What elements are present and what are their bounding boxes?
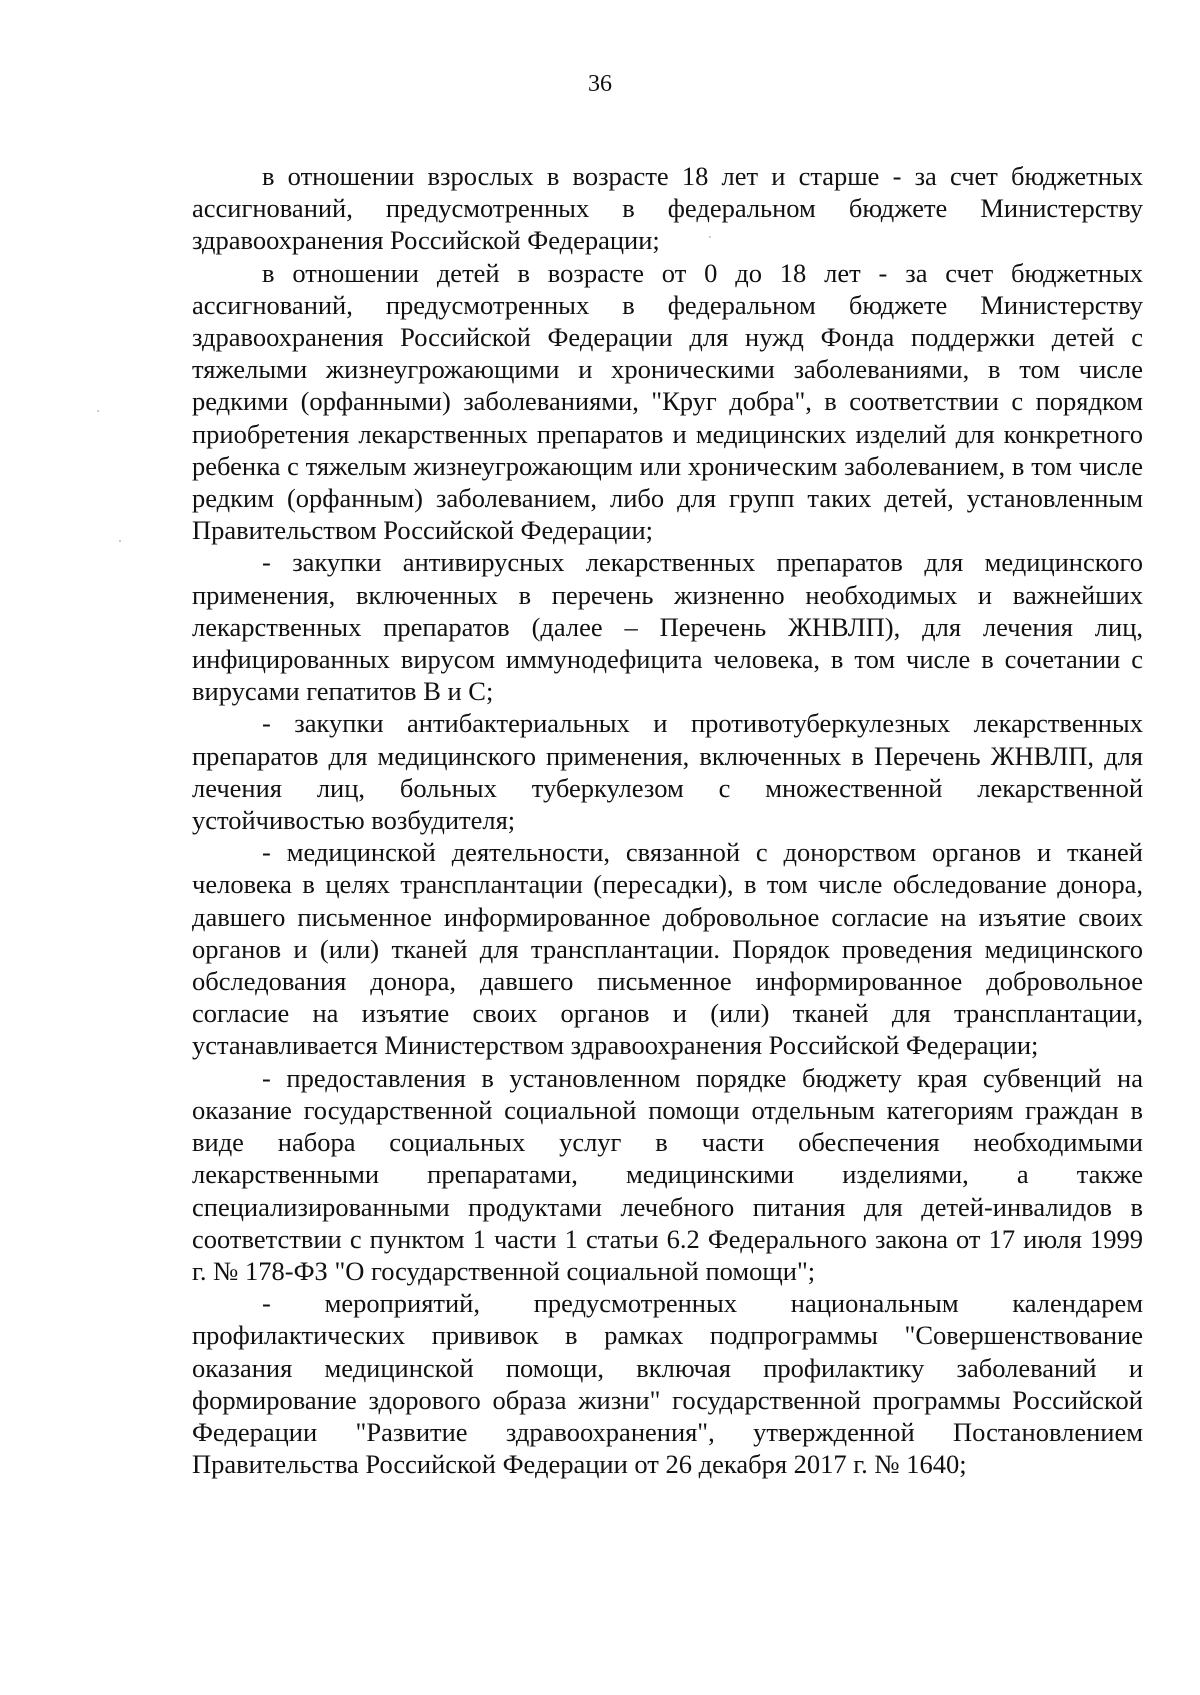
document-body xyxy=(192,160,1143,1480)
paragraph-vaccination-calendar: - мероприятий, предусмотренных национальным календарем профилактических прививок в рамках подпрограммы "Совершенствование оказания медицинской помощи, включая профилактику заболеваний и формирование здорового образа жизни" государственной программы Российской Федерации "Развитие здравоохранения", утвержденной Постановлением Правительства Российской Федерации от 26 декабря 2017 г. № 1640; xyxy=(192,1288,1143,1480)
paragraph-adults-funding: в отношении взрослых в возрасте 18 лет и старше - за счет бюджетных ассигнований, предусмотренных в федеральном бюджете Министерству здравоохранения Российской Федерации; xyxy=(192,161,1143,256)
paragraph-organ-donation: - медицинской деятельности, связанной с донорством органов и тканей человека в целях трансплантации (пересадки), в том числе обследование донора, давшего письменное информированное добровольное согласие на изъятие своих органов и (или) тканей для трансплантации. Порядок проведения медицинского обследования донора, давшего письменное информированное добровольное согласие на изъятие своих органов и (или) тканей для трансплантации, устанавливается Министерством здравоохранения Российской Федерации; xyxy=(192,837,1143,1061)
page-number: 36 xyxy=(588,71,612,97)
paragraph-tuberculosis-procurement: - закупки антибактериальных и противотуберкулезных лекарственных препаратов для медицинского применения, включенных в Перечень ЖНВЛП, для лечения лиц, больных туберкулезом с множественной лекарственной устойчивостью возбудителя; xyxy=(192,708,1143,836)
paragraph-antiviral-procurement: - закупки антивирусных лекарственных препаратов для медицинского применения, включенных в перечень жизненно необходимых и важнейших лекарственных препаратов (далее – Перечень ЖНВЛП), для лечения лиц, инфицированных вирусом иммунодефицита человека, в том числе в сочетании с вирусами гепатитов B и C; xyxy=(192,547,1143,707)
scan-speck xyxy=(97,410,99,412)
scan-speck xyxy=(119,540,121,542)
paragraph-children-funding: в отношении детей в возрасте от 0 до 18 лет - за счет бюджетных ассигнований, предусмотренных в федеральном бюджете Министерству здравоохранения Российской Федерации для нужд Фонда поддержки детей с тяжелыми жизнеугрожающими и хроническими заболеваниями, в том числе редкими (орфанными) заболеваниями, "Круг добра", в соответствии с порядком приобретения лекарственных препаратов и медицинских изделий для конкретного ребенка с тяжелым жизнеугрожающим или хроническим заболеванием, в том числе редким (орфанным) заболеванием, либо для групп таких детей, установленным Правительством Российской Федерации; xyxy=(192,257,1143,546)
paragraph-social-assistance-subventions: - предоставления в установленном порядке бюджету края субвенций на оказание государственной социальной помощи отдельным категориям граждан в виде набора социальных услуг в части обеспечения необходимыми лекарственными препаратами, медицинскими изделиями, а также специализированными продуктами лечебного питания для детей-инвалидов в соответствии с пунктом 1 части 1 статьи 6.2 Федерального закона от 17 июля 1999 г. № 178-ФЗ "О государственной социальной помощи"; xyxy=(192,1062,1143,1286)
